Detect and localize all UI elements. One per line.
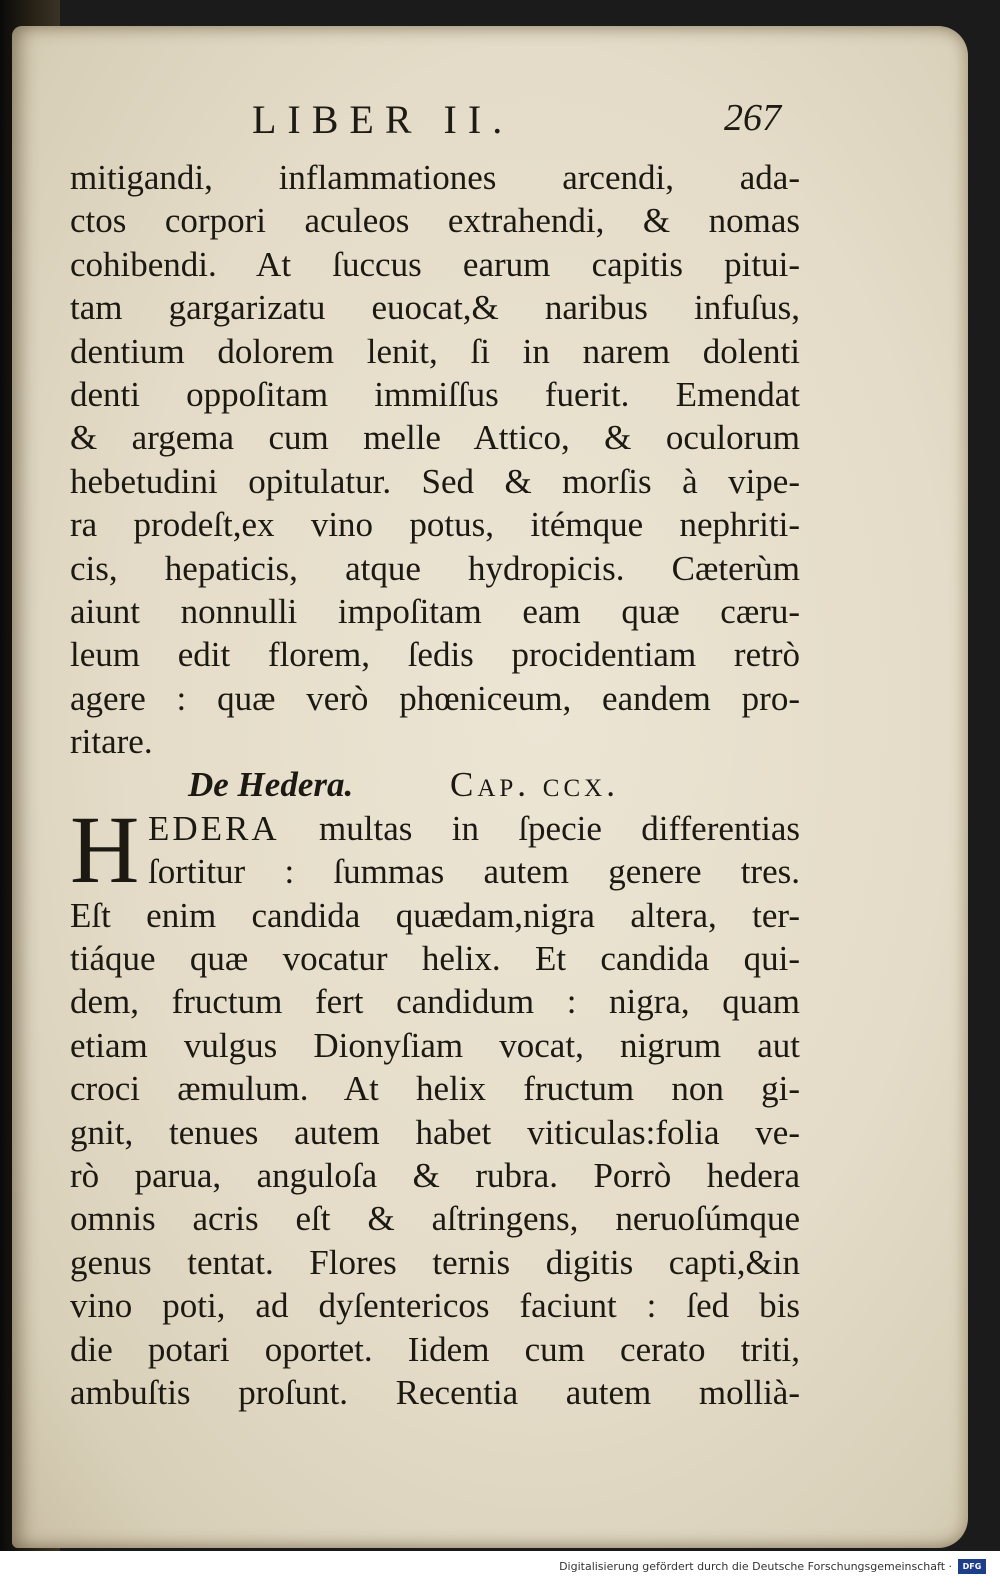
text-line: tam gargarizatu euocat,& naribus infuſus, [70, 288, 800, 328]
running-head-title: LIBER II. [252, 97, 514, 142]
digitization-footer [0, 1551, 1000, 1587]
running-head [12, 96, 968, 146]
text-line: mitigandi, inflammationes arcendi, ada- [70, 158, 800, 197]
text-line: & argema cum melle Attico, & oculorum [70, 418, 800, 458]
text-line: gnit, tenues autem habet viticulas:folia ve- [70, 1112, 800, 1152]
funding-credit: Digitalisierung gefördert durch die Deutsche Forschungsgemeinschaft · [559, 1560, 952, 1573]
text-line: die potari oportet. Iidem cum cerato triti, [70, 1329, 800, 1369]
text-line: ambuſtis proſunt. Recentia autem mollià- [70, 1372, 800, 1412]
text-line: cis, hepaticis, atque hydropicis. Cæterùm [70, 548, 800, 588]
text-line: ſortitur : ſummas autem genere tres. [148, 852, 800, 892]
text-line: dem, fructum fert candidum : nigra, quam [70, 982, 800, 1022]
text-line: ra prodeſt,ex vino potus, itémque nephriti- [70, 505, 800, 545]
first-word-rest: EDERA [148, 808, 280, 848]
text-line: ritare. [70, 722, 153, 762]
text-line: vino poti, ad dyſentericos faciunt : ſed bis [70, 1286, 800, 1326]
dfg-logo-icon: DFG [958, 1559, 986, 1574]
drop-cap-initial: H [70, 795, 140, 903]
text-line: rò parua, anguloſa & rubra. Porrò hedera [70, 1156, 800, 1195]
page-number: 267 [724, 97, 781, 139]
text-line: ctos corpori aculeos extrahendi, & nomas [70, 201, 800, 241]
chapter-number: Cap. ccx. [450, 765, 619, 805]
book-page [12, 26, 968, 1548]
text-line: croci æmulum. At helix fructum non gi- [70, 1069, 800, 1109]
text-line: etiam vulgus Dionyſiam vocat, nigrum aut [70, 1025, 800, 1065]
text-line: Eſt enim candida quædam,nigra altera, ter- [70, 895, 800, 935]
text-line: hebetudini opitulatur. Sed & morſis à vipe- [70, 461, 800, 501]
text-line: cohibendi. At ſuccus earum capitis pitui- [70, 244, 800, 284]
text-line: tiáque quæ vocatur helix. Et candida qui- [70, 939, 800, 979]
chapter-title: De Hedera. [188, 765, 354, 805]
chapter-heading [70, 763, 800, 806]
initial-line-1-text: multas in ſpecie differentias [319, 808, 800, 848]
text-line: genus tentat. Flores ternis digitis capti,&in [70, 1242, 800, 1282]
initial-lines [148, 807, 800, 894]
text-line: dentium dolorem lenit, ſi in narem dolenti [70, 331, 800, 371]
text-line [148, 807, 800, 850]
text-line: denti oppoſitam immiſſus fuerit. Emendat [70, 374, 800, 414]
text-line: omnis acris eſt & aſtringens, neruoſúmque [70, 1199, 800, 1239]
initial-paragraph-opening [70, 795, 800, 903]
text-line: agere : quæ verò phœniceum, eandem pro- [70, 678, 800, 718]
text-block [70, 156, 800, 1414]
text-line: leum edit florem, ſedis procidentiam retrò [70, 635, 800, 675]
text-line: aiunt nonnulli impoſitam eam quæ cæru- [70, 591, 800, 631]
